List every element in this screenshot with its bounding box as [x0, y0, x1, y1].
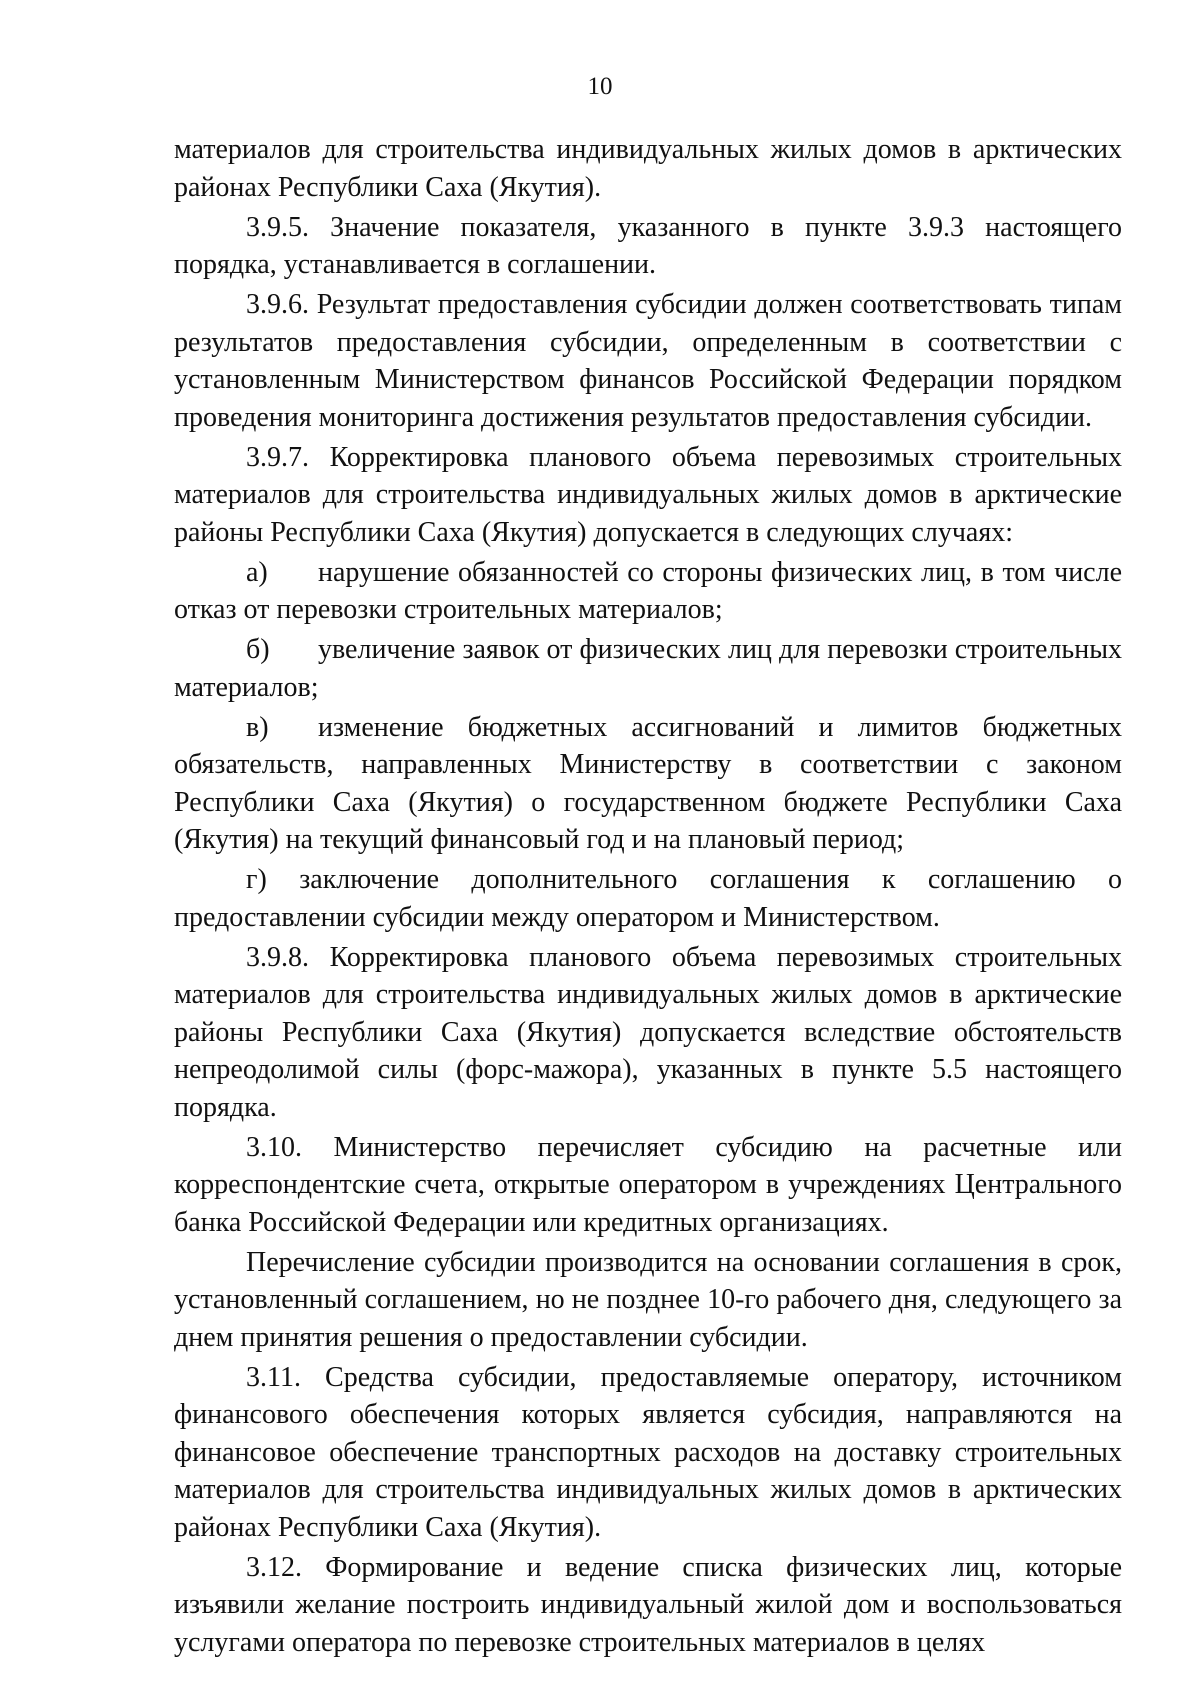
list-marker: а) [246, 556, 268, 588]
paragraph-text: Формирование и ведение списка физических лиц, которые изъявили желание построить индивидуальный жилой дом и воспользоваться услугами оператора по перевозке строительных материалов в целях [174, 1551, 1122, 1658]
clause-number: 3.11. [246, 1361, 326, 1393]
paragraph-continuation [174, 131, 1122, 206]
paragraph-text: Результат предоставления субсидии должен соответствовать типам результатов предоставления субсидии, определенным в соответствии с установленным Министерством финансов Российской Федерации порядком проведения мониторинга достижения результатов предоставления субсидии. [174, 289, 1122, 433]
list-marker: г) [246, 864, 300, 895]
paragraph-text: Корректировка планового объема перевозимых строительных материалов для строительства индивидуальных жилых домов в арктические районы Республики Саха (Якутия) допускается вследствие обстоятельств непреодолимой силы (форс-мажора), указанных в пункте 5.5 настоящего порядка. [174, 941, 1123, 1123]
paragraph-text: Перечисление субсидии производится на основании соглашения в срок, установленный соглашением, но не позднее 10-го рабочего дня, следующего за днем принятия решения о предоставлении субсидии. [174, 1246, 1122, 1353]
clause-number: 3.9.5. [246, 211, 331, 243]
paragraph-3-9-5 [174, 209, 1122, 284]
paragraph-text: Министерство перечисляет субсидию на расчетные или корреспондентские счета, открытые оператором в учреждениях Центрального банка Российской Федерации или кредитных организациях. [174, 1131, 1122, 1238]
paragraph-text: материалов для строительства индивидуальных жилых домов в арктических районах Республики Саха (Якутия). [174, 134, 1122, 203]
paragraph-text: Значение показателя, указанного в пункте 3.9.3 настоящего порядка, устанавливается в соглашении. [174, 211, 1122, 280]
list-item-a [174, 554, 1122, 629]
list-item-b [174, 631, 1122, 706]
paragraph-text: изменение бюджетных ассигнований и лимитов бюджетных обязательств, направленных Министерству в соответствии с законом Республики Саха (Якутия) о государственном бюджете Республики Саха (Якутия) на текущий финансовый год и на плановый период; [174, 711, 1122, 855]
clause-number: 3.10. [246, 1131, 334, 1163]
document-body [174, 131, 1122, 1664]
paragraph-text: Корректировка планового объема перевозимых строительных материалов для строительства индивидуальных жилых домов в арктические районы Республики Саха (Якутия) допускается в следующих случаях: [174, 441, 1123, 548]
clause-number: 3.12. [246, 1551, 326, 1583]
paragraph-text: заключение дополнительного соглашения к соглашению о предоставлении субсидии между оператором и Министерством. [174, 864, 1123, 933]
page-number: 10 [587, 73, 613, 100]
paragraph-text: Средства субсидии, предоставляемые оператору, источником финансового обеспечения которых является субсидия, направляются на финансовое обеспечение транспортных расходов на доставку строительных материалов для строительства индивидуальных жилых домов в арктических районах Республики Саха (Якутия). [174, 1361, 1122, 1543]
list-item-g [174, 861, 1122, 936]
paragraph-3-10 [174, 1129, 1122, 1242]
paragraph-3-9-8 [174, 939, 1122, 1127]
list-marker: б) [246, 634, 270, 665]
paragraph-text: нарушение обязанностей со стороны физических лиц, в том числе отказ от перевозки строительных материалов; [174, 556, 1122, 625]
paragraph-3-10-transfer [174, 1244, 1122, 1357]
paragraph-3-9-7 [174, 439, 1122, 552]
clause-number: 3.9.8. [246, 941, 330, 973]
paragraph-text: увеличение заявок от физических лиц для перевозки строительных материалов; [174, 634, 1122, 703]
clause-number: 3.9.6. [246, 289, 317, 320]
paragraph-3-9-6 [174, 286, 1122, 436]
clause-number: 3.9.7. [246, 441, 330, 473]
list-item-v [174, 709, 1122, 859]
list-marker: в) [246, 711, 269, 743]
paragraph-3-12 [174, 1549, 1122, 1662]
paragraph-3-11 [174, 1359, 1122, 1547]
